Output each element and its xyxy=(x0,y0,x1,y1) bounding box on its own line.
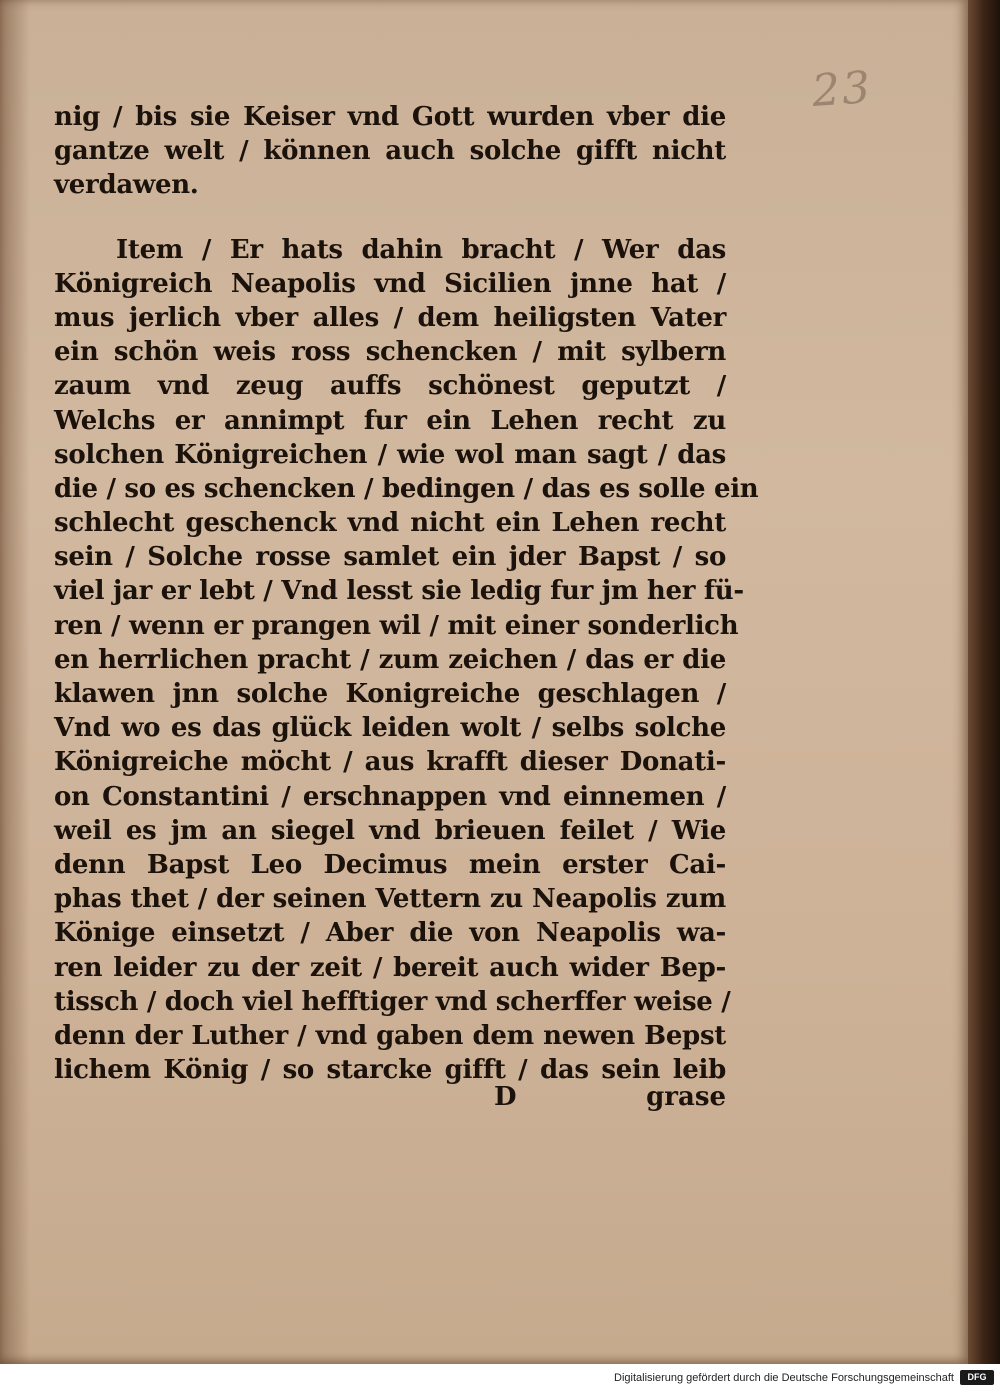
signature-mark: D xyxy=(494,1082,517,1112)
gutter-shadow xyxy=(0,0,30,1364)
paragraph-gap xyxy=(54,203,726,233)
text-line: mus jerlich vber alles / dem heiligsten Vater xyxy=(54,302,726,333)
text-line: Königreiche möcht / aus krafft dieser Donati- xyxy=(54,747,726,778)
folio-number: 23 xyxy=(810,61,874,118)
text-line: verdawen. xyxy=(54,170,199,201)
text-line: ein schön weis ross schencken / mit sylbern xyxy=(54,337,726,368)
text-line: Item / Er hats dahin bracht / Wer das xyxy=(116,234,726,265)
text-line: Königreich Neapolis vnd Sicilien jnne hat / xyxy=(54,268,726,299)
text-line: sein / Solche rosse samlet ein jder Bapst / so xyxy=(54,542,726,573)
text-line: ren leider zu der zeit / bereit auch wider Bep- xyxy=(54,952,726,983)
text-line: schlecht geschenck vnd nicht ein Lehen recht xyxy=(54,508,726,539)
body-text xyxy=(54,100,759,1087)
dfg-logo-icon: DFG xyxy=(960,1370,994,1385)
catchword: grase xyxy=(646,1082,726,1112)
text-line: ren / wenn er prangen wil / mit einer sonderlich xyxy=(54,610,739,641)
text-line: Welchs er annimpt fur ein Lehen recht zu xyxy=(54,405,726,436)
text-line: weil es jm an siegel vnd brieuen feilet / Wie xyxy=(54,815,726,846)
text-line: viel jar er lebt / Vnd lesst sie ledig fur jm her fü- xyxy=(54,576,744,607)
text-line: on Constantini / erschnappen vnd einnemen / xyxy=(54,781,726,812)
text-line: klawen jnn solche Konigreiche geschlagen / xyxy=(54,679,726,709)
text-line: lichem König / so starcke gifft / das sein leib xyxy=(54,1055,726,1086)
text-line: nig / bis sie Keiser vnd Gott wurden vber die xyxy=(54,102,726,132)
page-foot-row xyxy=(54,1082,726,1118)
funding-credit: Digitalisierung gefördert durch die Deutsche Forschungsgemeinschaft xyxy=(614,1372,954,1384)
footer-bar xyxy=(0,1364,1000,1392)
text-line: phas thet / der seinen Vettern zu Neapolis zum xyxy=(54,884,726,915)
text-line: tissch / doch viel hefftiger vnd scherffer weise / xyxy=(54,986,731,1017)
page-edge xyxy=(968,0,1000,1364)
text-line: Vnd wo es das glück leiden wolt / selbs solche xyxy=(54,713,726,744)
text-line: denn Bapst Leo Decimus mein erster Cai- xyxy=(54,849,726,880)
text-line: Könige einsetzt / Aber die von Neapolis wa- xyxy=(54,918,726,949)
text-line: gantze welt / können auch solche gifft nicht xyxy=(54,136,726,167)
text-line: denn der Luther / vnd gaben dem newen Bepst xyxy=(54,1020,726,1051)
text-line: solchen Königreichen / wie wol man sagt / das xyxy=(54,439,726,470)
text-line: en herrlichen pracht / zum zeichen / das er die xyxy=(54,644,726,675)
text-line: zaum vnd zeug auffs schönest geputzt / xyxy=(54,371,726,402)
text-line: die / so es schencken / bedingen / das es solle ein xyxy=(54,473,759,504)
